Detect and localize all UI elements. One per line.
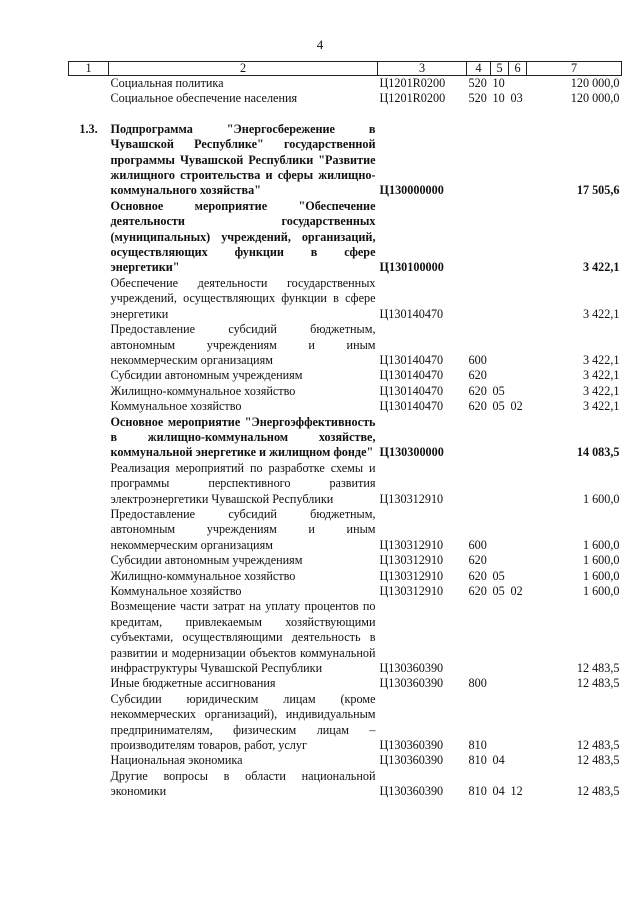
- row-number: [69, 676, 109, 691]
- row-expense-type: 520: [468, 76, 487, 90]
- budget-table: [68, 61, 622, 800]
- row-number: [69, 769, 109, 800]
- table-row: [69, 769, 622, 800]
- row-number: [69, 399, 109, 414]
- row-description: Иные бюджетные ассигнования: [110, 676, 276, 691]
- row-number: [69, 368, 109, 383]
- row-expense-type: 600: [468, 352, 487, 367]
- table-row: [69, 415, 622, 461]
- row-amount: 12 483,5: [576, 738, 620, 753]
- row-target-code: Ц1201R0200: [379, 91, 446, 106]
- row-subsection: [509, 276, 527, 322]
- row-expense-type: [467, 461, 491, 507]
- row-subsection: 12: [510, 784, 523, 799]
- row-target-code: Ц130140470: [379, 399, 444, 414]
- row-target-code: Ц130140470: [379, 352, 444, 367]
- row-amount: 3 422,1: [582, 260, 620, 275]
- header-cell: 3: [378, 62, 467, 76]
- row-description: Основное мероприятие "Обеспечение деятельности государственных (муниципальных) учреждений, организаций, осуществляющих функции в сфере энергетики": [110, 198, 376, 275]
- row-number: 1.3.: [79, 121, 98, 136]
- row-target-code: Ц130312910: [379, 537, 444, 552]
- row-amount: 12 483,5: [576, 753, 620, 768]
- row-description: Социальная политика: [110, 76, 224, 90]
- row-number: [69, 461, 109, 507]
- row-target-code: Ц130360390: [379, 676, 444, 691]
- row-description: Возмещение части затрат на уплату процентов по кредитам, привлекаемым хозяйствующими субъектами, осуществляющими деятельность в развитии и модернизации объектов коммунальной инфраструктуры Чувашской Республики: [110, 599, 376, 676]
- row-description: Подпрограмма "Энергосбережение в Чувашской Республике" государственной программы Чувашской Республики "Развитие жилищного строительства и сферы жилищно-коммунального хозяйства": [110, 121, 376, 198]
- row-amount: 12 483,5: [576, 784, 620, 799]
- row-amount: 17 505,6: [576, 183, 620, 198]
- row-amount: 3 422,1: [582, 306, 620, 321]
- row-section: 04: [492, 784, 505, 799]
- row-section: [491, 276, 509, 322]
- table-row: [69, 399, 622, 414]
- header-cell: 1: [69, 62, 109, 76]
- header-cell: 4: [467, 62, 491, 76]
- row-expense-type: [467, 276, 491, 322]
- header-cell: 5: [491, 62, 509, 76]
- row-subsection: [509, 676, 527, 691]
- row-expense-type: 620: [468, 584, 487, 598]
- row-expense-type: [467, 199, 491, 276]
- row-subsection: [509, 569, 527, 584]
- row-description: Предоставление субсидий бюджетным, автономным учреждениям и иным некоммерческим организациям: [110, 322, 376, 367]
- row-number: [69, 199, 109, 276]
- row-description: Жилищно-коммунальное хозяйство: [110, 568, 296, 583]
- row-subsection: [509, 553, 527, 568]
- header-cell: 2: [109, 62, 378, 76]
- header-cell: 7: [527, 62, 622, 76]
- row-section: 04: [492, 753, 505, 768]
- row-expense-type: [467, 599, 491, 676]
- row-amount: 3 422,1: [582, 352, 620, 367]
- row-amount: 12 483,5: [576, 676, 620, 691]
- header-cell: 6: [509, 62, 527, 76]
- row-subsection: [509, 507, 527, 553]
- row-amount: 3 422,1: [582, 383, 620, 398]
- row-section: [491, 692, 509, 754]
- row-subsection: [509, 76, 527, 92]
- row-description: Коммунальное хозяйство: [110, 584, 242, 598]
- row-expense-type: 620: [468, 568, 487, 583]
- row-section: 10: [492, 76, 505, 90]
- row-target-code: Ц130360390: [379, 738, 444, 753]
- row-target-code: Ц1201R0200: [379, 76, 446, 90]
- table-row: [69, 753, 622, 768]
- table-row: [69, 507, 622, 553]
- row-section: 05: [492, 399, 505, 414]
- row-section: [491, 368, 509, 383]
- row-subsection: [509, 753, 527, 768]
- row-subsection: 03: [510, 91, 523, 106]
- row-target-code: Ц130312910: [379, 584, 444, 598]
- row-amount: 3 422,1: [582, 368, 620, 383]
- row-target-code: Ц130140470: [379, 368, 444, 383]
- table-row: [69, 692, 622, 754]
- row-subsection: [509, 199, 527, 276]
- row-description: Основное мероприятие "Энергоэффективность в жилищно-коммунальном хозяйстве, коммунальной энергетике и жилищном фонде": [110, 414, 376, 460]
- row-number: [69, 553, 109, 568]
- table-row: [69, 384, 622, 399]
- row-number: [69, 322, 109, 368]
- row-expense-type: 620: [468, 383, 487, 398]
- row-expense-type: 600: [468, 537, 487, 552]
- row-section: [491, 676, 509, 691]
- row-target-code: Ц130360390: [379, 784, 444, 799]
- row-subsection: 02: [510, 399, 523, 414]
- row-subsection: [509, 461, 527, 507]
- row-section: 10: [492, 91, 505, 106]
- row-description: Субсидии юридическим лицам (кроме некоммерческих организаций), индивидуальным предпринимателям, физическим лицам – производителям товаров, работ, услуг: [110, 691, 376, 753]
- row-subsection: [509, 415, 527, 461]
- table-row: [69, 461, 622, 507]
- row-subsection: [509, 384, 527, 399]
- row-target-code: Ц130140470: [379, 306, 444, 321]
- row-section: [491, 415, 509, 461]
- row-target-code: Ц130140470: [379, 383, 444, 398]
- row-target-code: Ц130100000: [379, 260, 444, 275]
- row-section: [491, 122, 509, 199]
- row-section: 05: [492, 584, 505, 598]
- row-number: [69, 384, 109, 399]
- row-section: 05: [492, 383, 505, 398]
- row-description: Другие вопросы в области национальной экономики: [110, 768, 376, 799]
- row-target-code: Ц130312910: [379, 553, 444, 568]
- row-description: Реализация мероприятий по разработке схемы и программы перспективного развития электроэнергетики Чувашской Республики: [110, 460, 376, 506]
- row-amount: 3 422,1: [582, 399, 620, 414]
- row-section: [491, 553, 509, 568]
- row-number: [69, 599, 109, 676]
- row-target-code: Ц130360390: [379, 661, 444, 676]
- row-number: [69, 569, 109, 584]
- table-row: [69, 91, 622, 106]
- row-number: [69, 415, 109, 461]
- row-description: Национальная экономика: [110, 753, 243, 768]
- row-number: [69, 584, 109, 599]
- row-section: [491, 599, 509, 676]
- row-amount: 12 483,5: [576, 661, 620, 676]
- row-section: 05: [492, 568, 505, 583]
- row-number: [69, 91, 109, 106]
- row-amount: 120 000,0: [570, 76, 620, 90]
- spacer-row: [69, 107, 622, 122]
- table-row: [69, 676, 622, 691]
- table-row: [69, 276, 622, 322]
- row-number: [69, 276, 109, 322]
- table-row: [69, 199, 622, 276]
- row-expense-type: [467, 122, 491, 199]
- row-amount: 1 600,0: [582, 568, 620, 583]
- row-expense-type: 800: [468, 676, 487, 691]
- row-subsection: [509, 692, 527, 754]
- row-description: Предоставление субсидий бюджетным, автономным учреждениям и иным некоммерческим организациям: [110, 506, 376, 552]
- row-expense-type: 620: [468, 553, 487, 568]
- page-number: 4: [316, 37, 324, 52]
- row-amount: 1 600,0: [582, 537, 620, 552]
- table-header-row: [69, 62, 622, 76]
- row-number: [69, 76, 109, 92]
- row-subsection: 02: [510, 584, 523, 598]
- row-number: [69, 507, 109, 553]
- row-section: [491, 322, 509, 368]
- row-target-code: Ц130000000: [379, 183, 444, 198]
- row-expense-type: 810: [468, 753, 487, 768]
- table-row: [69, 569, 622, 584]
- row-expense-type: 810: [468, 738, 487, 753]
- row-description: Жилищно-коммунальное хозяйство: [110, 383, 296, 398]
- table-row: [69, 584, 622, 599]
- row-subsection: [509, 368, 527, 383]
- row-subsection: [509, 322, 527, 368]
- table-row: [69, 322, 622, 368]
- row-expense-type: 620: [468, 368, 487, 383]
- table-row: [69, 76, 622, 92]
- row-amount: 1 600,0: [582, 553, 620, 568]
- row-target-code: Ц130360390: [379, 753, 444, 768]
- row-description: Обеспечение деятельности государственных учреждений, осуществляющих функции в сфере энергетики: [110, 275, 376, 321]
- row-amount: 120 000,0: [570, 91, 620, 106]
- row-description: Субсидии автономным учреждениям: [110, 368, 303, 383]
- row-section: [491, 461, 509, 507]
- table-row: [69, 599, 622, 676]
- row-subsection: [509, 122, 527, 199]
- row-description: Субсидии автономным учреждениям: [110, 553, 303, 568]
- table-row: [69, 368, 622, 383]
- row-amount: 1 600,0: [582, 491, 620, 506]
- row-target-code: Ц130312910: [379, 491, 444, 506]
- row-subsection: [509, 599, 527, 676]
- row-expense-type: 620: [468, 399, 487, 414]
- row-description: Коммунальное хозяйство: [110, 399, 242, 414]
- row-expense-type: 520: [468, 91, 487, 106]
- row-section: [491, 507, 509, 553]
- row-amount: 14 083,5: [576, 445, 620, 460]
- row-target-code: Ц130312910: [379, 568, 444, 583]
- table-row: [69, 553, 622, 568]
- row-section: [491, 199, 509, 276]
- row-expense-type: 810: [468, 784, 487, 799]
- table-row: [69, 122, 622, 199]
- row-expense-type: [467, 415, 491, 461]
- row-number: [69, 753, 109, 768]
- row-number: [69, 692, 109, 754]
- row-description: Социальное обеспечение населения: [110, 91, 298, 106]
- row-target-code: Ц130300000: [379, 445, 444, 460]
- row-amount: 1 600,0: [582, 584, 620, 598]
